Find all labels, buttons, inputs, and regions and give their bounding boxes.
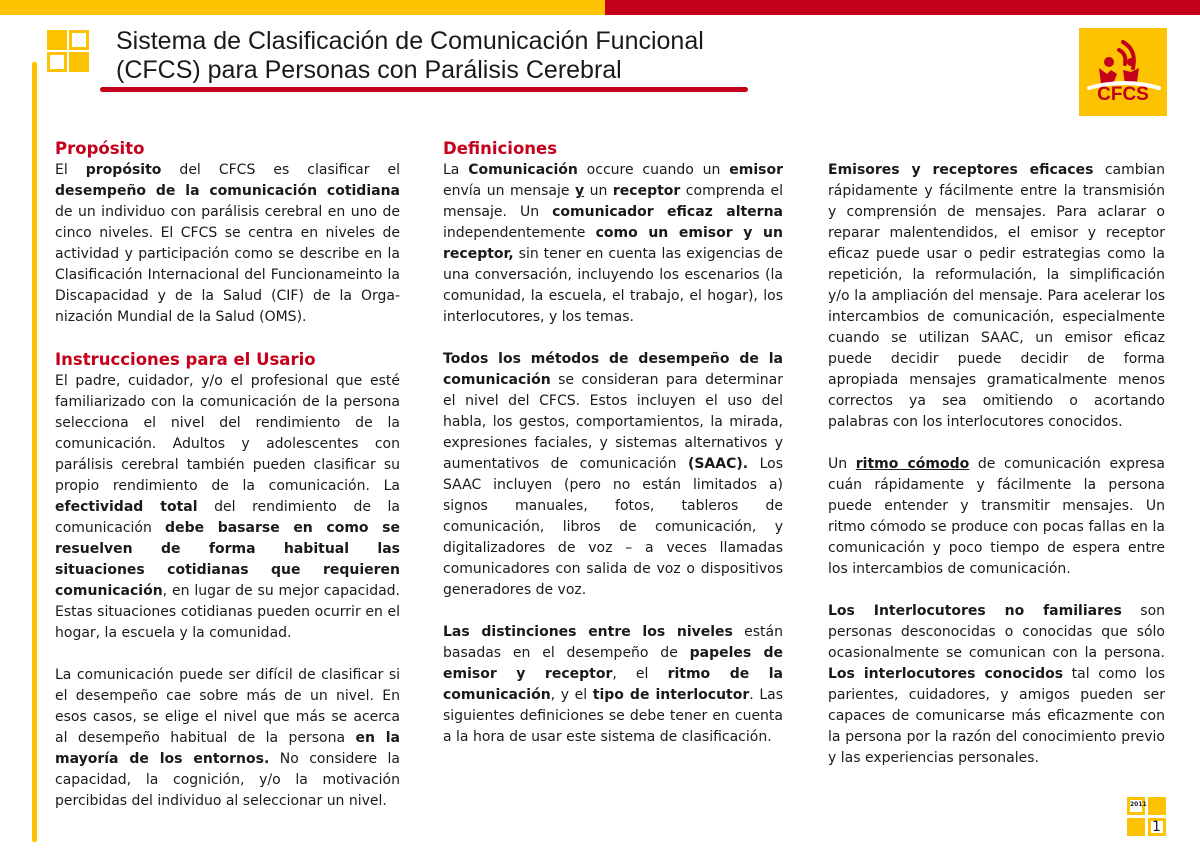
square-filled — [1127, 818, 1145, 836]
column-2 — [443, 138, 783, 769]
bold-term: Comunicación — [468, 162, 578, 178]
bold-term: ritmo cómodo — [855, 456, 970, 472]
left-accent-line — [32, 62, 37, 842]
paragraph-interlocutores: Los Interlocutores no familiares son personas desconocidas o conocidas que sólo ocasionalmente se comunican con la persona. Los interlocutores conocidos tal como los parientes, cuidadores, y amigos pueden ser capaces de comunicarse más eficazmente con la persona por la razón del conocimiento previo y las experiencias personales. — [828, 603, 1166, 766]
bold-term: Las distinciones entre los niveles — [443, 624, 733, 640]
paragraph-clasificar: La comunicación puede ser difícil de clasificar si el desempeño cae sobre más de un nivel. En esos casos, se elige el nivel que más se acerca al desempeño habitual de la persona en la mayoría de los entornos. No considere la capacidad, la cognición, y/o la motivación percibidas del individuo al seleccionar un nivel. — [55, 667, 401, 809]
bold-term: efectividad total — [55, 499, 198, 515]
column-1 — [55, 138, 400, 833]
bold-term: emisor — [729, 162, 783, 178]
square-outline — [47, 52, 67, 72]
bold-term: comunicador eficaz alterna — [552, 204, 783, 220]
header-rule — [100, 87, 748, 92]
paragraph-metodos: Todos los métodos de desempeño de la comunicación se consideran para determinar el nivel del CFCS. Estos incluyen el uso del habla, los gestos, comportamientos, la mirada, expresiones faciales, y sistemas alternativos y aumentativos de comunicación (SAAC). Los SAAC incluyen (pero no están limitados a) signos manuales, fotos, tableros de comunicación, libros de comunicación, y digitalizadores de voz – a veces llamadas comunicadores con salida de voz o dispositivos generadores de voz. — [443, 351, 783, 598]
section-heading-proposito: Propósito — [55, 139, 145, 158]
year-label: 2011 — [1130, 801, 1147, 808]
page-number: 1 — [1152, 819, 1161, 835]
top-bar-yellow — [0, 0, 605, 15]
paragraph-ritmo: Un ritmo cómodo de comunicación expresa cuán rápidamente y fácilmente la persona puede entender y transmitir mensajes. Un ritmo cómodo se produce con pocas fallas en la comunicación y poco tiempo de espera entre los intercambios de comunicación. — [828, 456, 1165, 577]
cfcs-logo — [1079, 28, 1167, 116]
bold-term: ritmo de la comunicación — [443, 666, 783, 703]
bold-term: papeles de emisor y receptor — [443, 645, 783, 682]
title-line-2: (CFCS) para Personas con Parálisis Cerebral — [116, 56, 622, 84]
paragraph-comunicacion: La Comunicación occure cuando un emisor envía un mensaje y un receptor comprenda el mensaje. Un comunicador eficaz alterna independentemente como un emisor y un receptor, sin tener en cuenta las exigencias de una conversación, incluyendo los escenarios (la comunidad, la escuela, el trabajo, el hogar), los interlocutores, y los temas. — [443, 162, 783, 325]
cfcs-logo-text: CFCS — [1097, 84, 1149, 105]
paragraph-emisores: Emisores y receptores eficaces cambian rápidamente y fácilmente entre la transmisión y comprensión de mensajes. Para aclarar o reparar malentendidos, el emisor y receptor eficaz puede usar o pedir estrategias como la repetición, la reformulación, la simplificación y/o la ampliación del mensaje. Para acelerar los intercambios de comunicación, especialmente cuando se utilizan SAAC, un emisor eficaz puede decidir puede decidir de forma apropiada mensajes gramaticalmente menos correctos ya sea omitiendo o acortando palabras con los interlocutores conocidos. — [828, 162, 1166, 430]
bold-term: (SAAC). — [687, 456, 749, 472]
square-filled — [1148, 797, 1166, 815]
square-outline — [69, 30, 89, 50]
footer-squares-icon — [1127, 797, 1171, 843]
bold-term: desempeño de la comunicación cotidiana — [55, 183, 400, 199]
paragraph-proposito: El propósito del CFCS es clasificar el desempeño de la comunicación cotidiana de un individuo con parálisis cerebral en uno de cinco niveles. El CFCS se centra en niveles de actividad y participación como se describe en la Clasificación Internacional del Funcionameinto la Discapacidad y de la Salud (CIF) de la Orga-nización Mundial de la Salud (OMS). — [55, 162, 400, 325]
document-title — [116, 27, 704, 85]
bold-term: Emisores y receptores eficaces — [828, 162, 1094, 178]
bold-term: propósito — [85, 162, 162, 178]
bold-term: Los Interlocutores no familiares — [828, 603, 1122, 619]
bold-term: Todos los métodos de desempeño de la comunicación — [443, 351, 783, 388]
header-squares-icon — [47, 28, 91, 72]
section-heading-definiciones: Definiciones — [443, 139, 558, 158]
title-line-1: Sistema de Clasificación de Comunicación Funcional — [116, 27, 704, 55]
bold-term: Los interlocutores conocidos — [828, 666, 1064, 682]
bold-term: tipo de interlocutor — [592, 687, 750, 703]
column-3 — [828, 160, 1165, 790]
square-filled — [69, 52, 89, 72]
section-heading-instrucciones: Instrucciones para el Usario — [55, 350, 316, 369]
bold-term: como un emisor y un receptor, — [443, 225, 783, 262]
bold-term: en la mayoría de los entornos. — [55, 730, 401, 767]
bold-term: receptor — [612, 183, 681, 199]
bold-term: debe basarse en como se resuelven de forma habitual las situaciones cotidianas que requieren comunicación — [55, 520, 400, 599]
top-bar-red — [605, 0, 1200, 15]
square-filled — [47, 30, 67, 50]
bold-term: y — [574, 183, 585, 199]
paragraph-distinciones: Las distinciones entre los niveles están basadas en el desempeño de papeles de emisor y receptor, el ritmo de la comunicación, y el tipo de interlocutor. Las siguientes definiciones se debe tener en cuenta a la hora de usar este sistema de clasificación. — [443, 624, 783, 745]
paragraph-instrucciones: El padre, cuidador, y/o el profesional que esté familiarizado con la comunicación de la persona selecciona el nivel del rendimiento de la comunicación. Adultos y adolescentes con parálisis cerebral también pueden clasificar su propio rendimiento de la comunicación. La efectividad total del rendimiento de la comunicación debe basarse en como se resuelven de forma habitual las situaciones cotidianas que requieren comunicación, en lugar de su mejor capacidad. Estas situaciones cotidianas pueden ocurrir en el hogar, la escuela y la comunidad. — [55, 373, 400, 641]
